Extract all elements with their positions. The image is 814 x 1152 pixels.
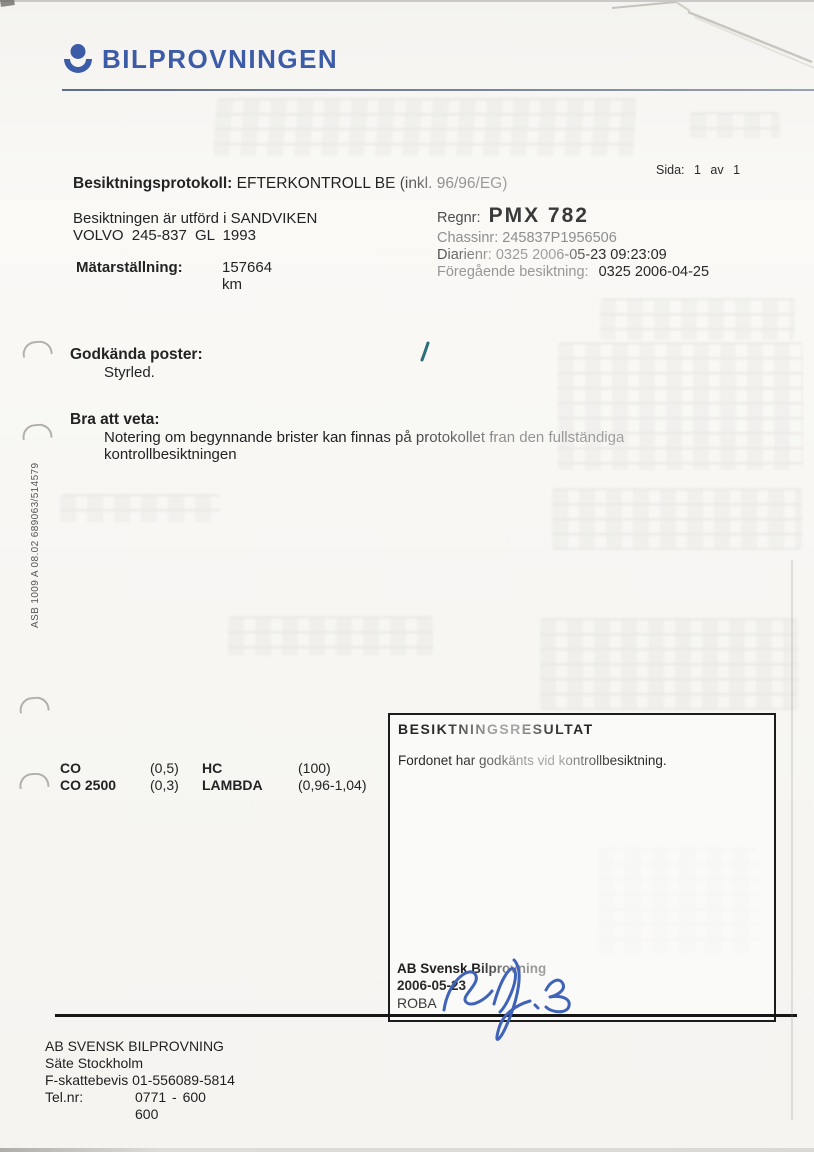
previous-inspection-row: [437, 264, 709, 280]
emissions-parameter: HC: [202, 760, 223, 776]
page-indicator-value: 1 av 1: [693, 163, 741, 177]
good-to-know-line1: Notering om begynnande brister kan finnas på protokollet fran den fullständiga: [104, 429, 625, 446]
chassis-number-row: Chassinr: 245837P1956506: [437, 230, 617, 246]
good-to-know-heading: Bra att veta:: [70, 411, 160, 428]
emissions-parameter: CO: [60, 760, 81, 776]
footer-telephone-value: 0771 - 600 600: [135, 1089, 206, 1122]
scan-top-edge: [0, 0, 814, 2]
emissions-parameter: LAMBDA: [202, 776, 263, 793]
punch-hole-mark: [21, 423, 52, 441]
footer-telephone-label: Tel.nr:: [45, 1089, 84, 1105]
regnr-label: Regnr:: [437, 210, 481, 226]
emissions-row: [60, 760, 390, 777]
protocol-title-value: EFTERKONTROLL BE (inkl. 96/96/EG): [236, 175, 508, 192]
form-code-vertical: ASB 1009 A 08.02 689063/514579: [30, 462, 41, 628]
paper-crease: [791, 560, 793, 1120]
previous-inspection-value: 0325 2006-04-25: [598, 264, 710, 280]
emissions-row: [60, 777, 390, 794]
bleed-through-smudge: [558, 342, 803, 470]
previous-inspection-label: Föregående besiktning:: [437, 264, 589, 280]
inspector-code: ROBA: [397, 995, 437, 1011]
punch-hole-mark: [19, 772, 50, 789]
emissions-limit: (0,96-1,04): [298, 776, 367, 793]
odometer-row: [76, 259, 273, 293]
inspection-location-line: Besiktningen är utförd i SANDVIKEN: [73, 210, 318, 227]
protocol-title: [73, 175, 507, 193]
logo-wordmark: BILPROVNINGEN: [102, 43, 339, 74]
punch-hole-mark: [18, 695, 49, 713]
header-divider: [62, 89, 814, 91]
bilprovningen-logo: [62, 42, 338, 76]
page-indicator: [656, 163, 740, 177]
emissions-limit: (0,3): [150, 776, 179, 793]
bleed-through-smudge: [213, 98, 637, 156]
bleed-through-smudge: [540, 618, 798, 710]
punch-hole-mark: [21, 339, 53, 358]
vehicle-model-line: VOLVO 245-837 GL 1993: [73, 227, 256, 244]
protocol-title-label: Besiktningsprotokoll:: [73, 175, 233, 192]
good-to-know-line2: kontrollbesiktningen: [104, 446, 237, 463]
odometer-value: 157664 km: [222, 259, 273, 293]
regnr-value: PMX 782: [488, 204, 589, 227]
odometer-label: Mätarställning:: [76, 259, 183, 276]
regnr-row: [437, 204, 589, 228]
diary-number-row: Diarienr: 0325 2006-05-23 09:23:09: [437, 247, 667, 263]
emissions-parameter: CO 2500: [60, 776, 117, 793]
signature-line: [55, 1014, 797, 1017]
bleed-through-smudge: [552, 488, 802, 550]
footer-tax: F-skattebevis 01-556089-5814: [45, 1072, 235, 1088]
bleed-through-smudge: [228, 616, 433, 656]
scan-bottom-edge: [0, 1148, 814, 1152]
footer-block: [45, 1038, 235, 1122]
inspection-result-text: Fordonet har godkänts vid kontrollbesiktning.: [398, 753, 667, 768]
page-indicator-label: Sida:: [656, 163, 685, 177]
footer-company: AB SVENSK BILPROVNING: [45, 1038, 224, 1054]
emissions-table: [60, 760, 390, 793]
emissions-limit: (0,5): [150, 760, 179, 776]
scan-corner-mark: [0, 0, 15, 7]
footer-telephone-row: [45, 1089, 235, 1122]
issuer-company: AB Svensk Bilprovning: [397, 961, 547, 976]
bleed-through-smudge: [60, 494, 220, 522]
bleed-through-smudge: [600, 298, 795, 340]
person-circle-icon: [62, 42, 94, 76]
emissions-limit: (100): [298, 760, 331, 776]
approved-item: Styrled.: [104, 364, 155, 381]
footer-seat: Säte Stockholm: [45, 1055, 144, 1071]
issue-date: 2006-05-23: [397, 978, 467, 993]
inspection-result-heading: BESIKTNINGSRESULTAT: [398, 721, 594, 737]
bleed-through-smudge: [690, 112, 780, 138]
pen-tick-mark: [416, 340, 436, 364]
approved-items-heading: Godkända poster:: [70, 346, 203, 363]
